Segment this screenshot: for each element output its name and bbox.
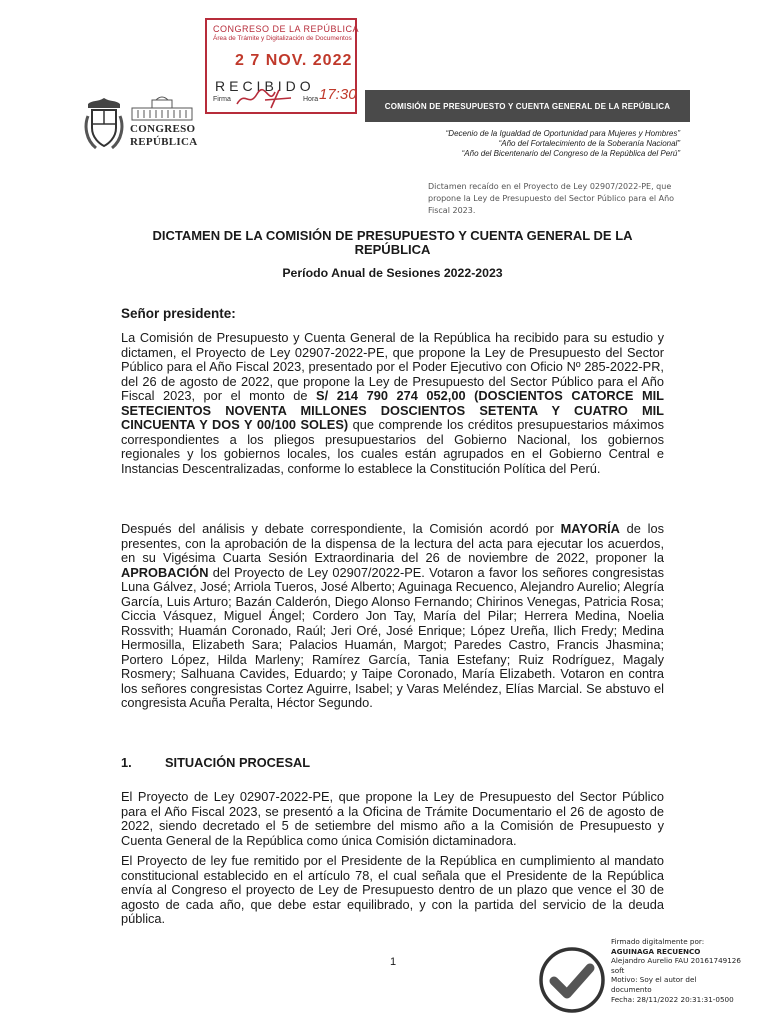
paragraph-procedural: El Proyecto de Ley 02907-2022-PE, que propone la Ley de Presupuesto del Sector Público para el Año Fiscal 2023, se presentó a la Oficina de Trámite Documentario el 26 de agosto de 2022, siendo decretado el 5 de setiembre del mismo año a la Comisión de Presupuesto y Cuenta General de la República como única Comisión dictaminadora. [121,789,664,848]
paragraph-constitutional: El Proyecto de ley fue remitido por el Presidente de la República en cumplimiento al mandato constitucional establecido en el artículo 78, el cual señala que el Presidente de la República envía al Congreso el proyecto de Ley de Presupuesto dentro de un plazo que vence el 30 de agosto de cada año, que debe estar equilibrado, y con la partida del servicio de la deuda pública. [121,853,664,926]
motto-line: “Año del Bicentenario del Congreso de la República del Perú” [461,149,680,158]
motto-line: “Año del Fortalecimiento de la Soberanía Nacional” [498,139,680,148]
congress-building-icon [130,96,200,122]
stamp-department: Área de Trámite y Digitalización de Documentos [213,35,352,42]
coat-of-arms-icon [84,96,124,154]
text-run: de los presentes, con la aprobación de la dispensa de la lectura del acta para ejecutar los acuerdos, en su Vigésima Cuarta Sesión Extraordinaria del 26 de noviembre de 2022, proponer la [121,521,664,565]
stamp-hora-label: Hora [303,96,319,103]
signature-line: Alejandro Aurelio FAU 20161749126 [611,956,741,966]
congress-logo [84,96,204,154]
signature-line: soft [611,965,625,975]
session-period: Período Anual de Sesiones 2022-2023 [282,266,503,280]
stamp-organization: CONGRESO DE LA REPÚBLICA [213,24,360,34]
commission-banner: COMISIÓN DE PRESUPUESTO Y CUENTA GENERAL DE LA REPÚBLICA [365,90,690,122]
section-heading [121,755,310,770]
text-run: Después del análisis y debate correspondiente, la Comisión acordó por [121,521,561,536]
paragraph-introduction [121,331,664,476]
received-stamp [205,18,360,114]
signature-line: documento [611,984,652,994]
salutation: Señor presidente: [121,306,236,321]
stamp-received-label: RECIBIDO [215,78,315,94]
approval-label: APROBACIÓN [121,564,209,580]
stamp-time: 17:30 [319,86,357,103]
signature-line: Firmado digitalmente por: [611,937,705,946]
digital-signature-info [611,937,766,1004]
stamp-firma-label: Firma [213,96,231,103]
text-run: del Proyecto de Ley 02907/2022-PE. Votaron a favor los señores congresistas Luna Gálvez, José; Arriola Tueros, José Alberto; Aguinaga Recuenco, Alejandro Aurelio; Alegría García, Luis Arturo; Bazán Calderón, Diego Alonso Fernando; Chirinos Venegas, Patricia Rosa; Ciccia Vásquez, Miguel Ángel; Cordero Jon Tay, María del Pilar; Herrera Medina, Noelia Rossvith; Huamán Coronado, Raúl; Jeri Oré, José Enrique; López Ureña, Ilich Fredy; Medina Hermosilla, Elizabeth Sara; Palacios Huamán, Margot; Paredes Castro, Francis Jhasmina; Portero López, Hilda Marleny; Ramírez García, Tania Estefany; Ruiz Rodríguez, Magaly Rosmery; Salhuana Cavides, Eduardo; y Taipe Coronado, María Elizabeth. Votaron en contra los señores congresistas Cortez Aguirre, Isabel; y Varas Meléndez, Elías Marcial. Se abstuvo el congresista Acuña Peralta, Héctor Segundo. [121,564,664,710]
budget-amount: S/ 214 790 274 052,00 (DOSCIENTOS CATORCE MIL SETECIENTOS NOVENTA MILLONES DOSCIENTOS SETENTA Y CUATRO MIL CINCUENTA Y DOS Y 00/100 SOLES) [121,388,664,432]
paragraph-vote [121,522,664,711]
text-run: La Comisión de Presupuesto y Cuenta General de la República ha recibido para su estudio y dictamen, el Proyecto de Ley 02907-2022-PE, que propone la Ley de Presupuesto del Sector Público para el Año Fiscal 2023, presentado por el Poder Ejecutivo con Oficio Nº 285-2022-PR, del 26 de agosto de 2022, que propone la Ley de Presupuesto del Sector Público para el Año Fiscal 2023, por el monto de [121,330,664,403]
logo-text-congreso: CONGRESO [130,123,196,135]
text-run: que comprende los créditos presupuestarios máximos correspondientes a los pliegos presupuestarios del Gobierno Nacional, los gobiernos regionales y los gobiernos locales, los cuales están agrupados en el Gobierno Central e Instancias Descentralizadas, conforme lo establece la Constitución Política del Perú. [121,417,664,476]
logo-text-republica: REPÚBLICA [130,136,198,148]
section-number: 1. [121,755,132,770]
check-seal-icon [536,944,608,1016]
stamp-signature-scrawl [235,86,295,110]
official-mottos [446,129,680,159]
section-title: SITUACIÓN PROCESAL [165,755,311,770]
motto-line: “Decenio de la Igualdad de Oportunidad para Mujeres y Hombres” [445,129,680,138]
stamp-date: 2 7 NOV. 2022 [235,52,353,69]
signature-date: Fecha: 28/11/2022 20:31:31-0500 [611,994,734,1004]
signer-name: AGUINAGA RECUENCO [611,946,701,956]
document-reference: Dictamen recaído en el Proyecto de Ley 02907/2022-PE, que propone la Ley de Presupuesto del Sector Público para el Año Fiscal 2023. [428,182,675,216]
page-number: 1 [390,956,397,968]
signature-line: Motivo: Soy el autor del [611,975,697,985]
document-title: DICTAMEN DE LA COMISIÓN DE PRESUPUESTO Y CUENTA GENERAL DE LA REPÚBLICA [152,228,633,257]
majority-label: MAYORÍA [560,521,620,536]
